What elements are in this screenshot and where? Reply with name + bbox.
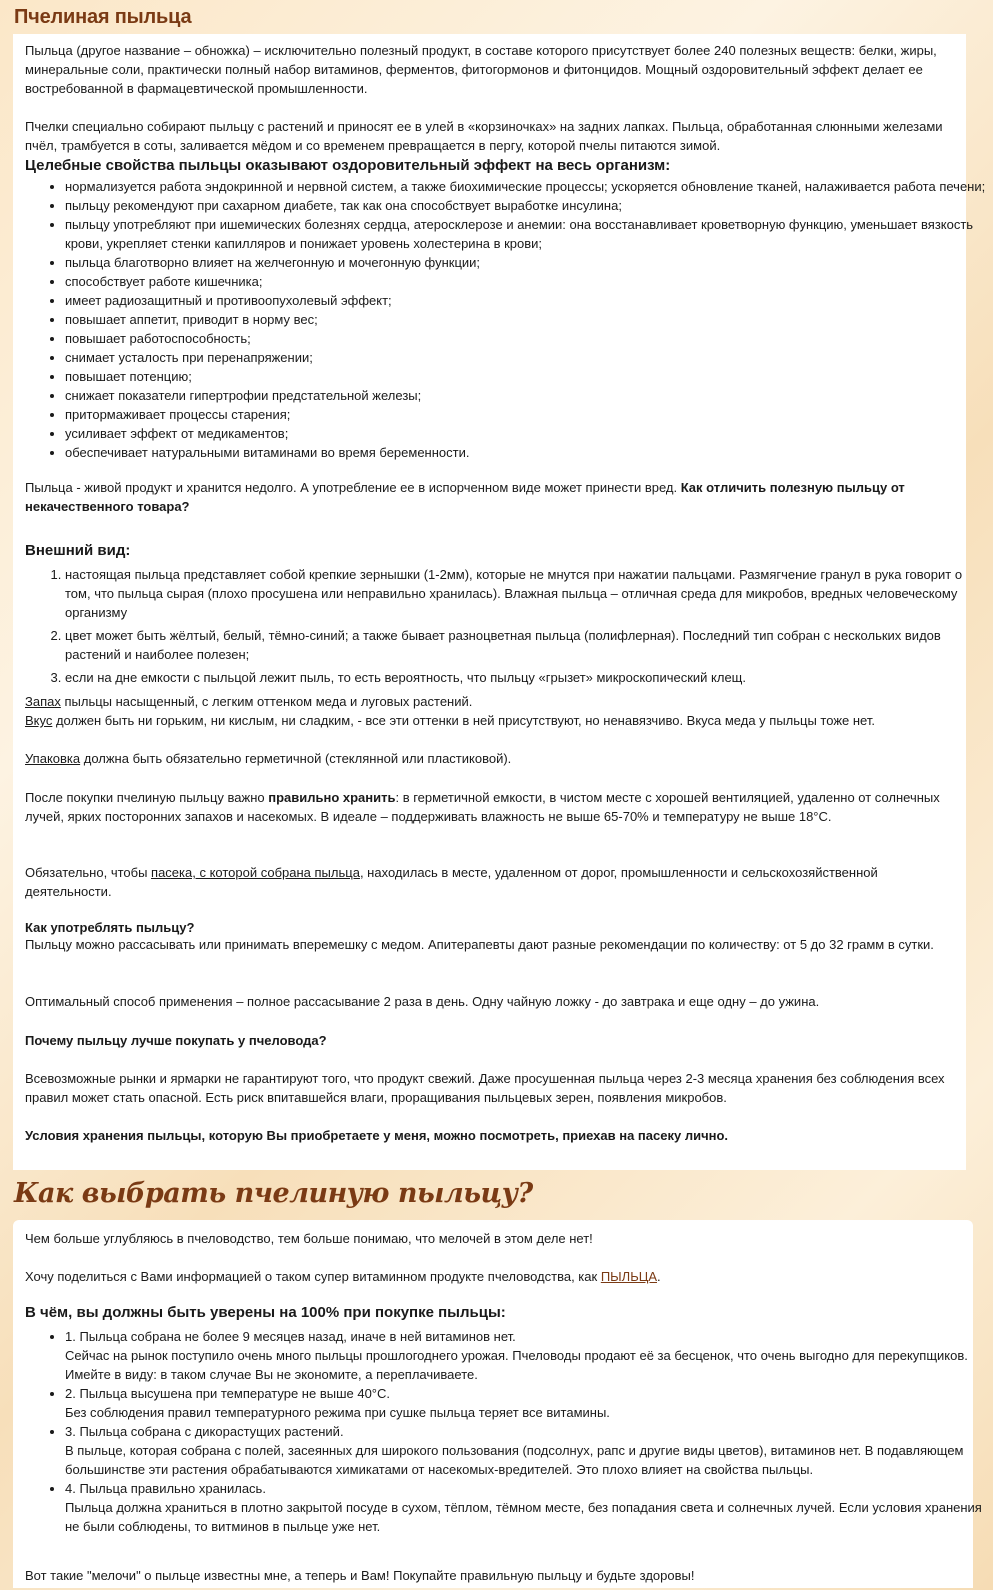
- pollen-link[interactable]: ПЫЛЬЦА: [600, 1269, 658, 1284]
- intro-paragraph-1: Пыльца (другое название – обножка) – исключительно полезный продукт, в составе которого присутствует более 240 полезных веществ: белки, жиры, минеральные соли, практически полный набор витаминов, ферментов, фитогормонов и фитонцидов. Мощный оздоровительный эффект делает ее востребованной в фармацевтической промышленности.: [25, 43, 937, 96]
- property-item: • снимает усталость при перенапряжении;: [65, 348, 990, 367]
- appearance-item: 1. настоящая пыльца представляет собой крепкие зернышки (1-2мм), которые не мнутся при нажатии пальцами. Размягчение гранул в рука говорит о том, что пыльца сырая (плохо просушена или неправильно хранилась). Влажная пыльца – отличная среда для микробов, вредных человеческому организму: [65, 565, 990, 622]
- apiary-paragraph: [25, 863, 960, 901]
- appearance-item: 2. цвет может быть жёлтый, белый, тёмно-синий; а также бывает разноцветная пыльца (полифлерная). Последний тип собран с нескольких видов растений и наиболее полезен;: [65, 626, 990, 664]
- properties-heading: Целебные свойства пыльцы оказывают оздоровительный эффект на весь организм:: [25, 157, 671, 174]
- apiary-text-c: , находилась в месте, удаленном от дорог, промышленности и сельскохозяйственной деятельности.: [25, 865, 878, 899]
- section2-intro-1: Чем больше углубляюсь в пчеловодство, тем больше понимаю, что мелочей в этом деле нет!: [25, 1231, 593, 1246]
- section2-intro-2: [25, 1267, 960, 1286]
- property-item: • способствует работе кишечника;: [65, 272, 990, 291]
- smell-text: пыльцы насыщенный, с легким оттенком меда и луговых растений.: [60, 694, 473, 709]
- apiary-link[interactable]: пасека, с которой собрана пыльца: [151, 865, 360, 880]
- taste-text: должен быть ни горьким, ни кислым, ни сладким, - все эти оттенки в ней присутствуют, но ненавязчиво. Вкуса меда у пыльцы тоже нет.: [52, 713, 875, 728]
- live-product-paragraph: [25, 478, 960, 516]
- section2-title: Как выбрать пчелиную пыльцу?: [14, 1178, 533, 1209]
- storage-text-c: : в герметичной емкости, в чистом месте с хорошей вентиляцией, удаленно от солнечных лучей, ярких посторонних запахов и насекомых. В идеале – поддерживать влажность не выше 65-70% и температуру не выше 18°С.: [25, 790, 940, 824]
- storage-conditions-note: Условия хранения пыльцы, которую Вы приобретаете у меня, можно посмотреть, приехав на пасеку лично.: [25, 1128, 729, 1143]
- property-item: • снижает показатели гипертрофии предстательной железы;: [65, 386, 990, 405]
- storage-bold: правильно хранить: [268, 790, 396, 805]
- property-item: • нормализуется работа эндокринной и нервной систем, а также биохимические процессы; ускоряется обновление тканей, налаживается работа печени;: [65, 177, 990, 196]
- property-item: • имеет радиозащитный и противоопухолевый эффект;: [65, 291, 990, 310]
- smell-paragraph: [25, 692, 960, 711]
- properties-list: [25, 177, 990, 462]
- property-item: • обеспечивает натуральными витаминами во время беременности.: [65, 443, 990, 462]
- intro-paragraph-2: Пчелки специально собирают пыльцу с растений и приносят ее в улей в «корзиночках» на задних лапках. Пыльца, обработанная слюнными железами пчёл, трамбуется в соты, заливается мёдом и со временем превращается в пергу, которой пчелы питаются зимой.: [25, 119, 943, 153]
- checklist-item: [65, 1479, 990, 1536]
- buying-checklist: [25, 1327, 990, 1536]
- section2-heading: В чём, вы должны быть уверены на 100% при покупке пыльцы:: [25, 1304, 506, 1321]
- taste-paragraph: [25, 711, 960, 730]
- checklist-item: [65, 1327, 990, 1384]
- package-link[interactable]: Упаковка: [25, 751, 81, 766]
- live-product-text: Пыльца - живой продукт и хранится недолго. А употребление ее в испорченном виде может принести вред.: [25, 480, 681, 495]
- why-beekeeper-text: Всевозможные рынки и ярмарки не гарантируют того, что продукт свежий. Даже просушенная пыльца через 2-3 месяца хранения без соблюдения всех правил может стать опасной. Есть риск впитавшейся влаги, проращивания пыльцевых зерен, появления микробов.: [25, 1071, 945, 1105]
- property-item: • пыльцу употребляют при ишемических болезнях сердца, атеросклерозе и анемии: она восстанавливает кроветворную функцию, уменьшает вязкость крови, укрепляет стенки капилляров и понижает уровень холестерина в крови;: [65, 215, 990, 253]
- package-paragraph: [25, 749, 960, 768]
- why-beekeeper-heading: Почему пыльцу лучше покупать у пчеловода?: [25, 1033, 327, 1048]
- checklist-item-text: Сейчас на рынок поступило очень много пыльцы прошлогоднего урожая. Пчеловоды продают её за бесценок, что очень выгодно для перекупщиков. Имейте в виду: в таком случае Вы не экономите, а переплачиваете.: [65, 1348, 968, 1382]
- storage-paragraph: [25, 788, 960, 826]
- property-item: • повышает работоспособность;: [65, 329, 990, 348]
- section2-intro-text: Хочу поделиться с Вами информацией о таком супер витаминном продукте пчеловодства, как: [25, 1269, 601, 1284]
- checklist-item-title: • 2. Пыльца высушена при температуре не выше 40°С.: [65, 1386, 391, 1401]
- checklist-item-title: • 1. Пыльца собрана не более 9 месяцев назад, иначе в ней витаминов нет.: [65, 1329, 516, 1344]
- checklist-item-title: • 4. Пыльца правильно хранилась.: [65, 1481, 266, 1496]
- section-header: [0, 0, 993, 34]
- optimal-usage-text: Оптимальный способ применения – полное рассасывание 2 раза в день. Одну чайную ложку - до завтрака и еще одну – до ужина.: [25, 994, 820, 1009]
- package-text: должна быть обязательно герметичной (стеклянной или пластиковой).: [80, 751, 512, 766]
- appearance-item: 3. если на дне емкости с пыльцой лежит пыль, то есть вероятность, что пыльцу «грызет» микроскопический клещ.: [65, 668, 990, 687]
- checklist-item-title: • 3. Пыльца собрана с дикорастущих растений.: [65, 1424, 344, 1439]
- closing-text: Вот такие "мелочи" о пыльце известны мне, а теперь и Вам! Покупайте правильную пыльцу и будьте здоровы!: [25, 1568, 695, 1583]
- checklist-item-text: Без соблюдения правил температурного режима при сушке пыльца теряет все витамины.: [65, 1405, 610, 1420]
- appearance-heading: Внешний вид:: [25, 542, 131, 559]
- property-item: • пыльцу рекомендуют при сахарном диабете, так как она способствует выработке инсулина;: [65, 196, 990, 215]
- property-item: • повышает потенцию;: [65, 367, 990, 386]
- checklist-item-text: Пыльца должна храниться в плотно закрытой посуде в сухом, тёплом, тёмном месте, без попадания света и солнечных лучей. Если условия хранения не были соблюдены, то витминов в пыльце уже нет.: [65, 1500, 982, 1534]
- property-item: • усиливает эффект от медикаментов;: [65, 424, 990, 443]
- usage-text: Пыльцу можно рассасывать или принимать вперемешку с медом. Апитерапевты дают разные рекомендации по количеству: от 5 до 32 грамм в сутки.: [25, 937, 934, 952]
- apiary-text-a: Обязательно, чтобы: [25, 865, 152, 880]
- property-item: • повышает аппетит, приводит в норму вес;: [65, 310, 990, 329]
- smell-link[interactable]: Запах: [25, 694, 61, 709]
- checklist-item: [65, 1384, 990, 1422]
- usage-heading: Как употреблять пыльцу?: [25, 920, 195, 935]
- live-product-question: Как отличить полезную пыльцу от некачественного товара?: [25, 480, 905, 514]
- checklist-item: [65, 1422, 990, 1479]
- storage-text-a: После покупки пчелиную пыльцу важно: [25, 790, 269, 805]
- page-title: Пчелиная пыльца: [14, 6, 192, 28]
- checklist-item-text: В пыльце, которая собрана с полей, засеянных для широкого пользования (подсолнух, рапс и другие виды цветов), витаминов нет. В подавляющем большинстве эти растения обрабатываются химикатами от насекомых-вредителей. Это плохо влияет на свойства пыльцы.: [65, 1443, 964, 1477]
- appearance-list: [25, 565, 990, 691]
- property-item: • притормаживает процессы старения;: [65, 405, 990, 424]
- section2-intro-dot: .: [657, 1269, 661, 1284]
- taste-link[interactable]: Вкус: [25, 713, 53, 728]
- property-item: • пыльца благотворно влияет на желчегонную и мочегонную функции;: [65, 253, 990, 272]
